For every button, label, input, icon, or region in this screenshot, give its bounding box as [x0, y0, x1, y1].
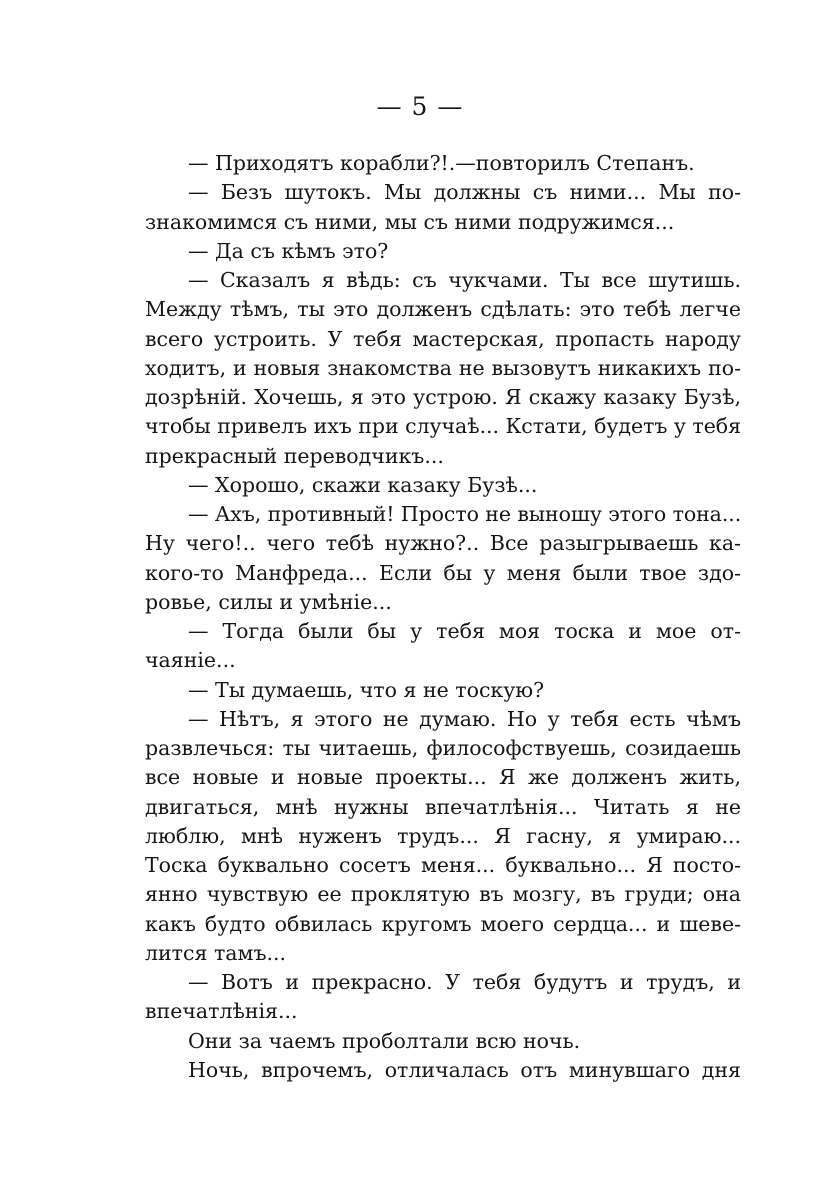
text-line: лится тамъ... — [145, 940, 287, 965]
text-line: — Нѣтъ, я этого не думаю. Но у тебя есть чѣмъ — [188, 706, 741, 731]
text-line: кого-то Манфреда... Если бы у меня были твое здо- — [145, 560, 741, 585]
text-line: — Вотъ и прекрасно. У тебя будутъ и трудъ, и — [188, 970, 741, 994]
text-line: какъ будто обвилась кругомъ моего сердца... и шеве- — [145, 911, 741, 936]
text-line: Ночь, впрочемъ, отличалась отъ минувшаго дня — [188, 1057, 741, 1082]
text-line: янно чувствую ее проклятую въ мозгу, въ груди; она — [145, 882, 741, 907]
text-line: дозрѣній. Хочешь, я это устрою. Я скажу казаку Бузѣ, — [145, 385, 741, 409]
text-line: Они за чаемъ проболтали всю ночь. — [188, 1028, 581, 1053]
text-line: — Тогда были бы у тебя моя тоска и мое от- — [188, 619, 741, 643]
text-line: Между тѣмъ, ты это долженъ сдѣлать: это тебѣ легче — [145, 297, 741, 322]
text-line: развлечься: ты читаешь, философствуешь, созидаешь — [145, 736, 741, 760]
text-line: чтобы привелъ ихъ при случаѣ... Кстати, будетъ у тебя — [145, 414, 741, 439]
text-line: все новые и новые проекты... Я же долженъ жить, — [145, 765, 741, 790]
text-line: — Ты думаешь, что я не тоскую? — [188, 677, 545, 702]
text-line: Тоска буквально сосетъ меня... буквально... Я посто- — [145, 853, 741, 877]
text-line: знакомимся съ ними, мы съ ними подружимся... — [145, 209, 675, 234]
page-number: — 5 — — [376, 92, 464, 121]
text-line: — Сказалъ я вѣдь: съ чукчами. Ты все шутишь. — [188, 268, 741, 292]
text-line: — Ахъ, противный! Просто не выношу этого тона... — [188, 502, 742, 526]
text-line: чаяніе... — [145, 648, 236, 673]
text-line: люблю, мнѣ нуженъ трудъ... Я гасну, я умираю... — [145, 823, 741, 848]
text-line: — Да съ кѣмъ это? — [188, 238, 389, 263]
body-text — [145, 149, 741, 1085]
text-line: Ну чего!.. чего тебѣ нужно?.. Все разыгрываешь ка- — [145, 531, 741, 556]
text-line: ровье, силы и умѣніе... — [145, 589, 392, 614]
text-line: прекрасный переводчикъ... — [145, 443, 444, 468]
text-line: двигаться, мнѣ нужны впечатлѣнія... Читать я не — [145, 794, 741, 819]
text-line: всего устроить. У тебя мастерская, пропасть народу — [145, 326, 741, 351]
text-line: — Хорошо, скажи казаку Бузѣ... — [188, 472, 538, 497]
text-line: — Безъ шутокъ. Мы должны съ ними... Мы по- — [188, 180, 741, 205]
text-line: ходитъ, и новыя знакомства не вызовутъ никакихъ по- — [145, 355, 741, 380]
text-line: впечатлѣнія... — [145, 999, 298, 1024]
text-line: — Приходятъ корабли?!.—повторилъ Степанъ. — [188, 151, 695, 175]
